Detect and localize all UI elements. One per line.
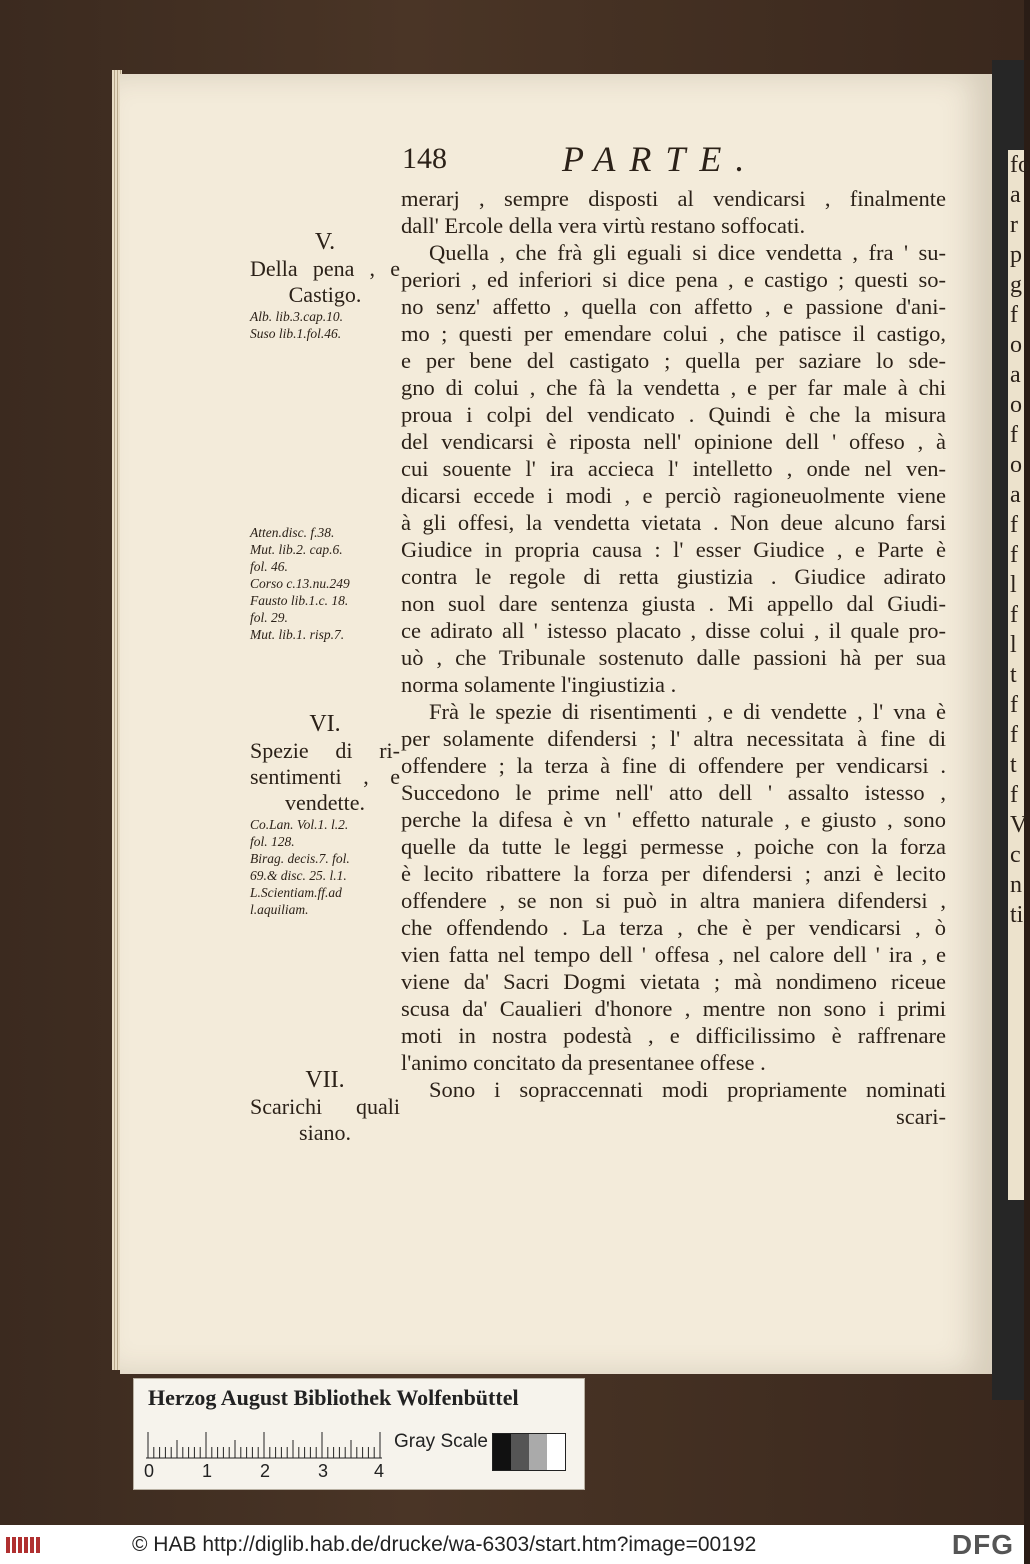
text-line: Quella , che frà gli eguali si dice vendetta , fra ' su- [429,240,946,265]
facing-page-fragment: f [1010,602,1018,628]
facing-page-fragment: n [1010,872,1022,898]
margin-reference: Mut. lib.2. cap.6. [250,542,343,557]
text-line: scusa da' Caualieri d'honore , mentre non sono i primi [401,996,946,1021]
text-line: viene da' Sacri Dogmi vietata ; mà nondimeno riceue [401,969,946,994]
text-line: cui souente l' ira accieca l' intelletto , onde nel ven- [401,456,946,481]
text-line: perche la difesa è vn ' effetto naturale , e giusto , sono [401,807,946,832]
section-heading: Castigo. [288,282,362,307]
facing-page-fragment: a [1010,362,1021,388]
section-number: V. [314,229,336,255]
facing-page-fragment: f [1010,422,1018,448]
text-line: offendere ; la terza à fine di offendere per vendicarsi . [401,753,946,778]
margin-section-6 [250,710,400,918]
library-name: Herzog August Bibliothek Wolfenbüttel [148,1385,519,1410]
text-line: proua i colpi del vendicato . Quindi è che la misura [401,402,946,427]
facing-page-fragment: l [1010,632,1017,658]
text-line: Sono i sopraccennati modi propriamente nominati [429,1077,946,1102]
text-line: che offendendo . La terza , che è per vendicarsi , ò [401,915,946,940]
ruler-number: 4 [374,1461,385,1481]
facing-page-fragment: g [1010,272,1022,298]
hab-logo-icon [6,1535,44,1555]
section-number: VII. [305,1067,345,1093]
ruler-number: 3 [318,1461,329,1481]
facing-page [1008,150,1030,1200]
margin-reference: Suso lib.1.fol.46. [250,326,342,341]
section-heading: Scarichi quali [250,1094,400,1119]
dfg-logo: DFG [951,1529,1014,1560]
margin-reference: fol. 128. [250,834,295,849]
section-heading: vendette. [284,790,366,815]
text-line: Frà le spezie di risentimenti , e di vendette , l' vna è [429,699,946,724]
facing-page-fragment: a [1010,482,1021,508]
text-line: offendere , se non si può in altra maniera difendersi , [401,888,946,913]
margin-reference: fol. 29. [250,610,288,625]
footer-url[interactable]: © HAB http://diglib.hab.de/drucke/wa-6303/start.htm?image=00192 [132,1533,757,1556]
section-heading: Della pena , e [250,256,400,281]
text-line: vien fatta nel tempo dell ' offesa , nel calore dell ' ira , e [401,942,946,967]
text-line: contra le regole di retta giustizia . Giudice adirato [401,564,946,589]
facing-page-fragment: t [1010,662,1017,688]
facing-page-fragment: t [1010,752,1017,778]
main-text [401,185,946,1130]
text-line: è lecito ribattere la forza per difendersi ; anzi è lecito [401,861,946,886]
ruler-number: 2 [260,1461,271,1481]
facing-page-fragment: f [1010,512,1018,538]
margin-reference: Alb. lib.3.cap.10. [250,309,343,324]
section-heading: siano. [299,1120,351,1145]
margin-reference: 69.& disc. 25. l.1. [250,868,347,883]
section-heading: sentimenti , e [250,764,400,789]
facing-page-fragment: o [1010,392,1022,418]
margin-reference: Co.Lan. Vol.1. l.2. [250,817,349,832]
text-line: e per bene del castigato ; quella per saziare lo sde- [401,348,946,373]
text-line: periori , ed inferiori si dice pena , e castigo ; questi so- [401,267,946,292]
margin-references [250,524,400,643]
facing-page-fragment: o [1010,452,1022,478]
text-line: dall' Ercole della vera virtù restano soffocati. [401,213,806,238]
margin-reference: Fausto lib.1.c. 18. [250,593,349,608]
text-line: non suol dare sentenza giusta . Mi appello dal Giudi- [401,591,946,616]
margin-reference: Corso c.13.nu.249 [250,576,350,591]
facing-page-fragment: V [1010,812,1028,838]
text-line: norma solamente l'ingiustizia . [401,672,677,697]
margin-reference: Atten.disc. f.38. [250,525,335,540]
margin-reference: l.aquiliam. [250,902,309,917]
text-line: mo ; questi per emendare colui , che patisce il castigo, [401,321,946,346]
text-line: moti in nostra podestà , e difficilissimo è raffrenare [401,1023,946,1048]
section-number: VI. [309,711,341,737]
facing-page-fragment: l [1010,572,1017,598]
facing-page-fragment: c [1010,842,1021,868]
facing-page-fragment: f [1010,722,1018,748]
margin-reference: fol. 46. [250,559,288,574]
facing-page-fragment: f [1010,692,1018,718]
footer-bar [0,1525,1024,1564]
ruler-numbers [144,1461,404,1481]
text-line: merarj , sempre disposti al vendicarsi , finalmente [401,186,946,211]
swatch-light-gray [529,1434,547,1470]
facing-page-fragment: a [1010,182,1021,208]
text-line: quelle da tutte le leggi permesse , poiche con la forza [401,834,946,859]
text-line: per solamente difendersi ; l' altra necessitata à fine di [401,726,946,751]
catchword: scari- [896,1104,946,1129]
margin-reference: Birag. decis.7. fol. [250,851,350,866]
text-line: uò , che Tribunale sostenuto dalle passioni hà per sua [401,645,946,670]
facing-page-fragment: fo [1010,152,1030,178]
swatch-white [547,1434,565,1470]
margin-section-5 [250,228,400,342]
grayscale-label: Gray Scale [394,1431,488,1452]
running-title: PARTE. [562,139,759,179]
margin-reference: Mut. lib.1. risp.7. [250,627,345,642]
text-line: ce adirato all ' istesso placato , disse colui , il quale pro- [401,618,946,643]
swatch-black [493,1434,511,1470]
facing-page-fragment: f [1010,302,1018,328]
text-line: no senz' affetto , quella con affetto , e passione d'ani- [401,294,946,319]
text-line: gno di colui , che fà la vendetta , e per far male à chi [401,375,946,400]
text-line: Giudice in propria causa : l' esser Giudice , e Parte è [401,537,946,562]
section-heading: Spezie di ri- [250,738,400,763]
facing-page-fragment: ti [1010,902,1024,928]
text-line: l'animo concitato da presentanee offese . [401,1050,766,1075]
grayscale-swatch [492,1433,566,1471]
facing-page-fragment: o [1010,332,1022,358]
text-line: à gli offesi, la vendetta vietata . Non deue alcuno farsi [401,510,946,535]
facing-page-fragment: f [1010,782,1018,808]
margin-section-7 [250,1066,400,1146]
ruler-number: 1 [202,1461,213,1481]
page-number: 148 [402,142,447,175]
swatch-dark-gray [511,1434,529,1470]
facing-page-fragment: r [1010,212,1018,238]
ruler-number: 0 [144,1461,155,1481]
margin-reference: L.Scientiam.ff.ad [250,885,342,900]
ruler-scale [146,1431,386,1459]
facing-page-fragment: p [1010,242,1022,268]
page-header [402,139,962,182]
text-line: Succedono le prime nell' atto dell ' assalto istesso , [401,780,946,805]
facing-page-fragment: f [1010,542,1018,568]
text-line: del vendicarsi è riposta nell' opinione dell ' offeso , à [401,429,946,454]
scale-reference-card [133,1378,585,1490]
text-line: dicarsi eccede i modi , e perciò ragioneuolmente viene [401,483,946,508]
